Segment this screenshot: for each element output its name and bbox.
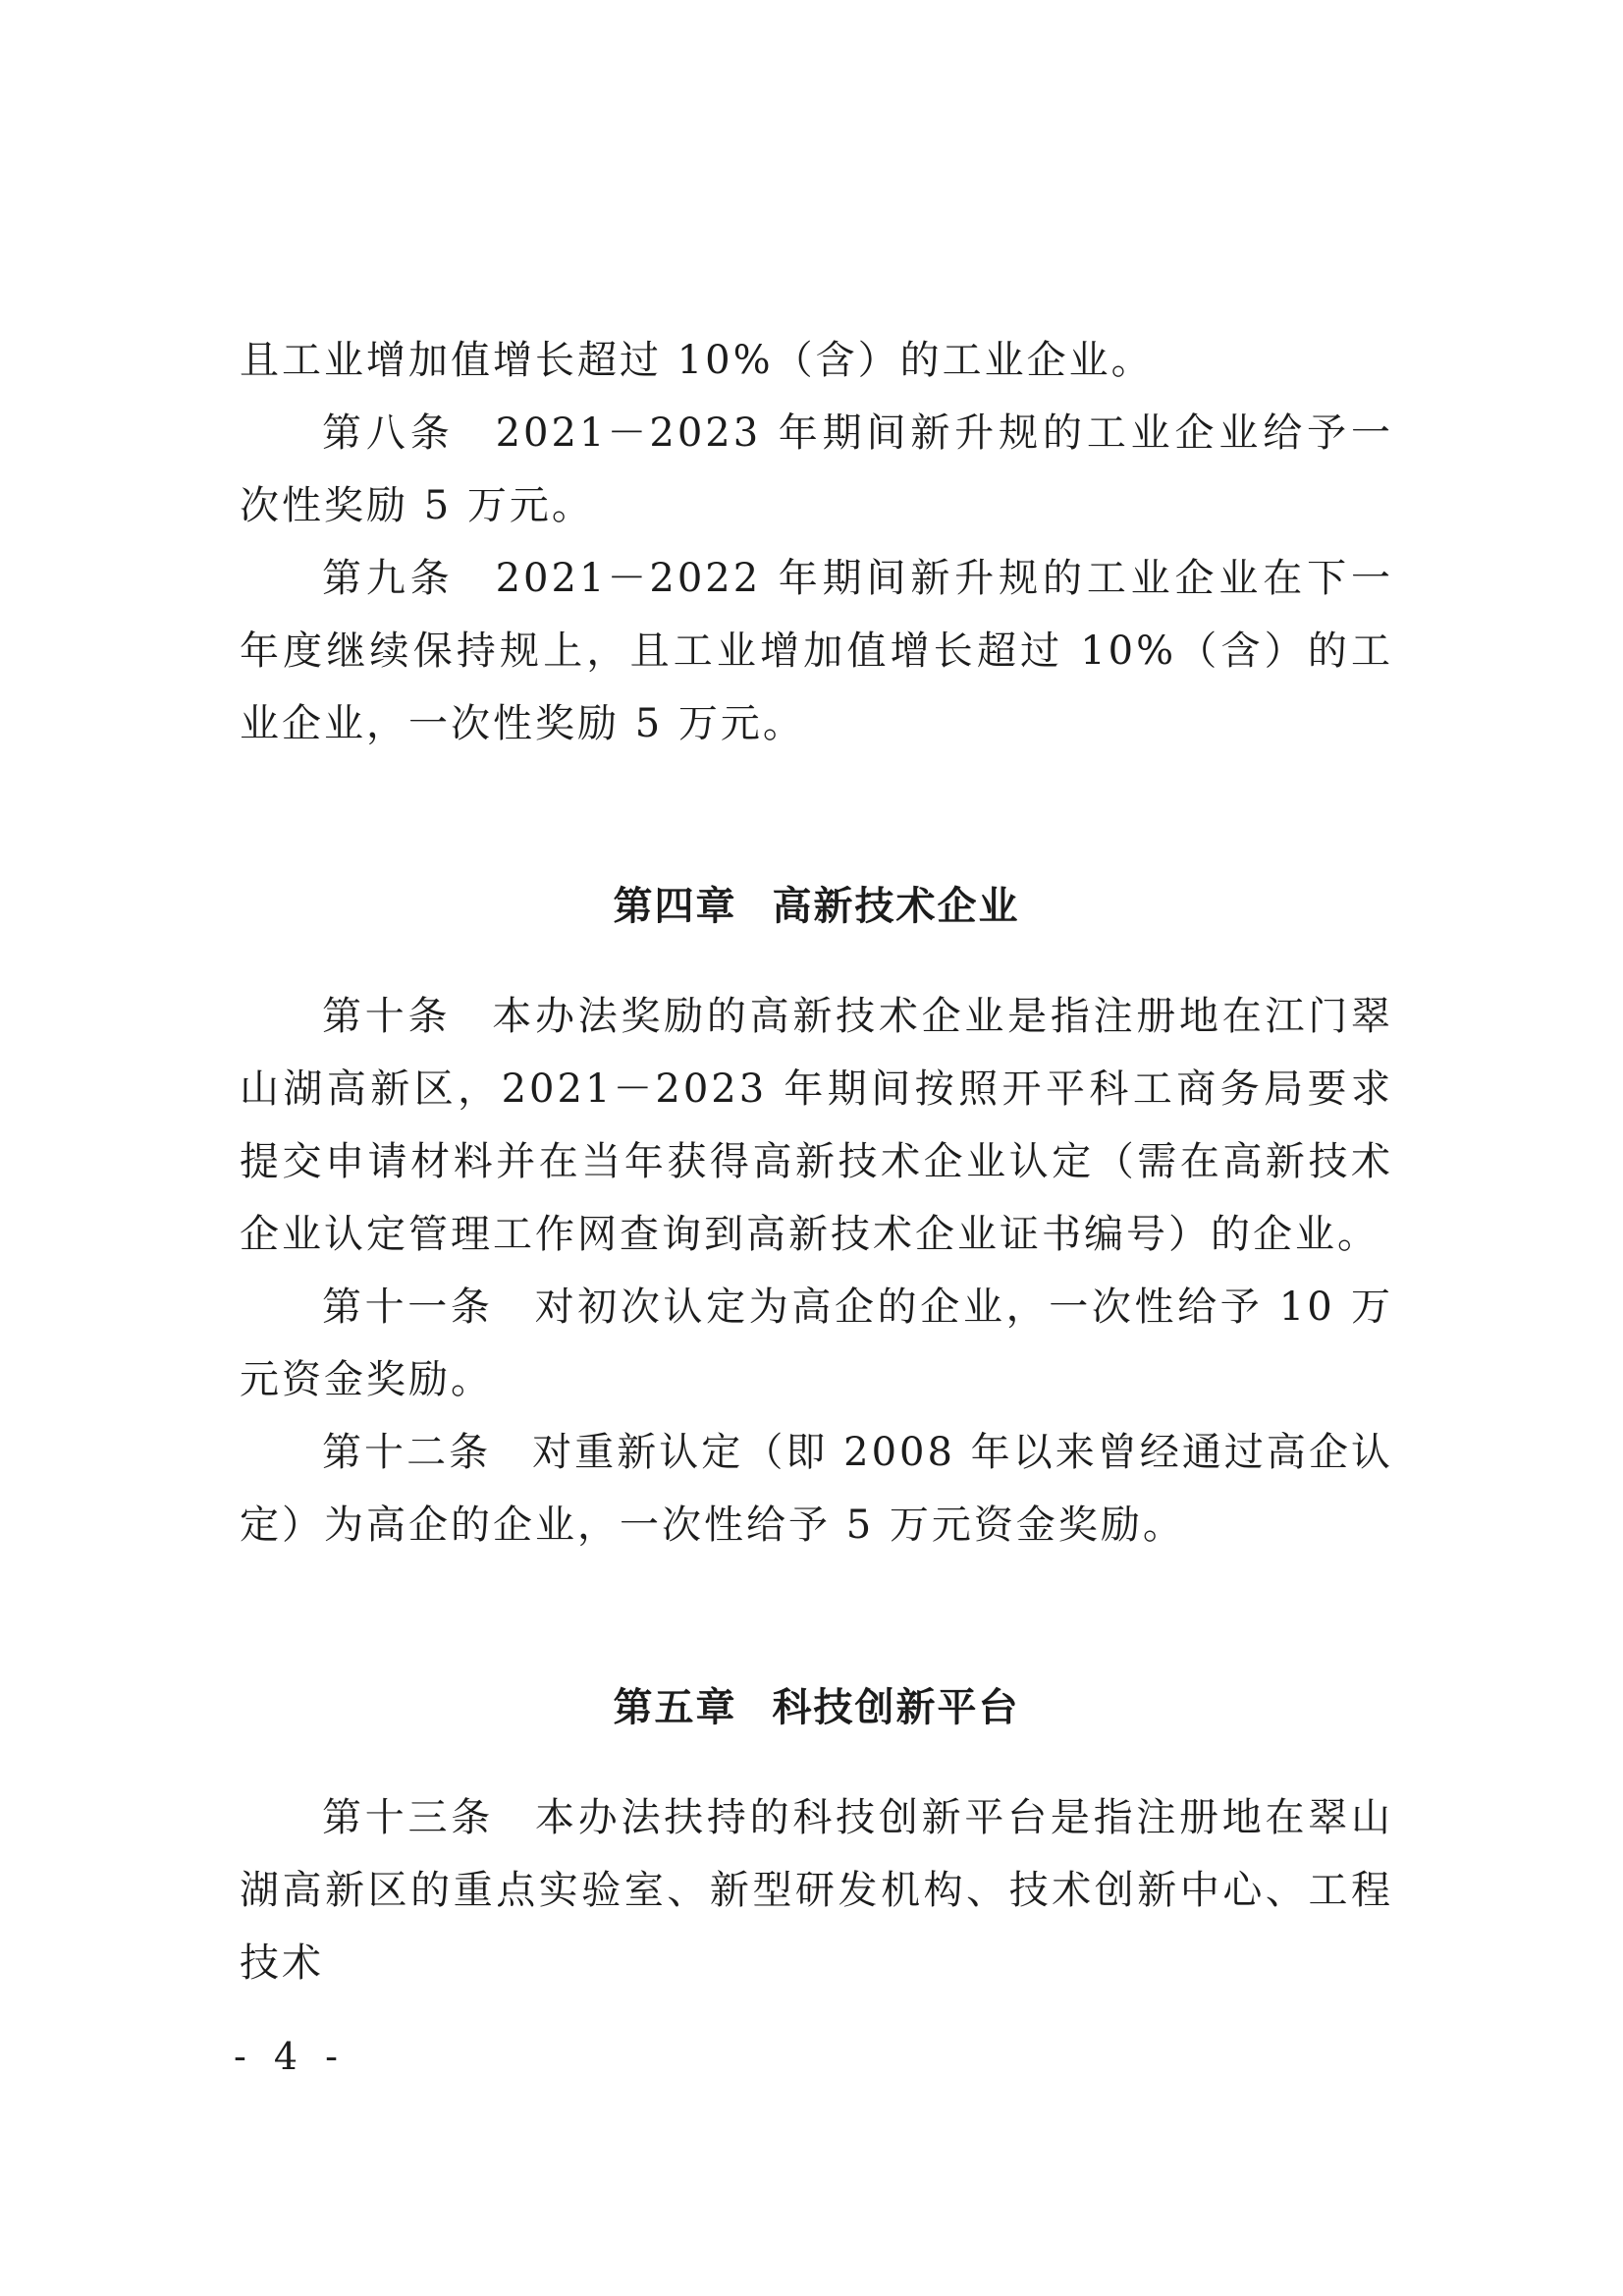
article-11 <box>240 1271 1393 1416</box>
spacer <box>240 760 1393 870</box>
chapter-number: 第四章 <box>613 884 737 929</box>
article-number: 第十条 <box>322 994 452 1039</box>
chapter-4-heading <box>240 870 1393 943</box>
chapter-title: 高新技术企业 <box>772 884 1020 929</box>
page-number: - 4 - <box>234 2035 347 2078</box>
chapter-5-heading <box>240 1671 1393 1744</box>
spacer <box>240 1744 1393 1781</box>
article-number: 第九条 <box>322 556 455 601</box>
spacer <box>240 1561 1393 1671</box>
article-number: 第十二条 <box>322 1430 492 1475</box>
article-number: 第八条 <box>322 410 455 456</box>
article-10 <box>240 980 1393 1271</box>
chapter-title: 科技创新平台 <box>772 1685 1020 1730</box>
chapter-number: 第五章 <box>613 1685 737 1730</box>
article-12 <box>240 1416 1393 1561</box>
article-text: 本办法扶持的科技创新平台是指注册地在翠山湖高新区的重点实验室、新型研发机构、技术创新中心、工程技术 <box>240 1795 1394 1986</box>
article-number: 第十一条 <box>322 1285 494 1330</box>
paragraph-text: 且工业增加值增长超过 10%（含）的工业企业。 <box>240 338 1154 383</box>
paragraph-continuation <box>240 324 1393 397</box>
article-text: 对初次认定为高企的企业，一次性给予 10 万元资金奖励。 <box>240 1285 1394 1402</box>
article-number: 第十三条 <box>322 1795 494 1840</box>
spacer <box>240 943 1393 980</box>
article-text: 2021－2023 年期间新升规的工业企业给予一次性奖励 5 万元。 <box>240 410 1393 528</box>
article-8 <box>240 397 1393 542</box>
article-text: 2021－2022 年期间新升规的工业企业在下一年度继续保持规上，且工业增加值增长超过 10%（含）的工业企业，一次性奖励 5 万元。 <box>240 556 1393 746</box>
article-13 <box>240 1781 1393 1999</box>
article-text: 本办法奖励的高新技术企业是指注册地在江门翠山湖高新区，2021－2023 年期间按照开平科工商务局要求提交申请材料并在当年获得高新技术企业认定（需在高新技术企业认定管理工作网查询到高新技术企业证书编号）的企业。 <box>240 994 1394 1257</box>
article-text: 对重新认定（即 2008 年以来曾经通过高企认定）为高企的企业，一次性给予 5 万元资金奖励。 <box>240 1430 1393 1548</box>
article-9 <box>240 542 1393 760</box>
document-body <box>240 324 1393 1999</box>
